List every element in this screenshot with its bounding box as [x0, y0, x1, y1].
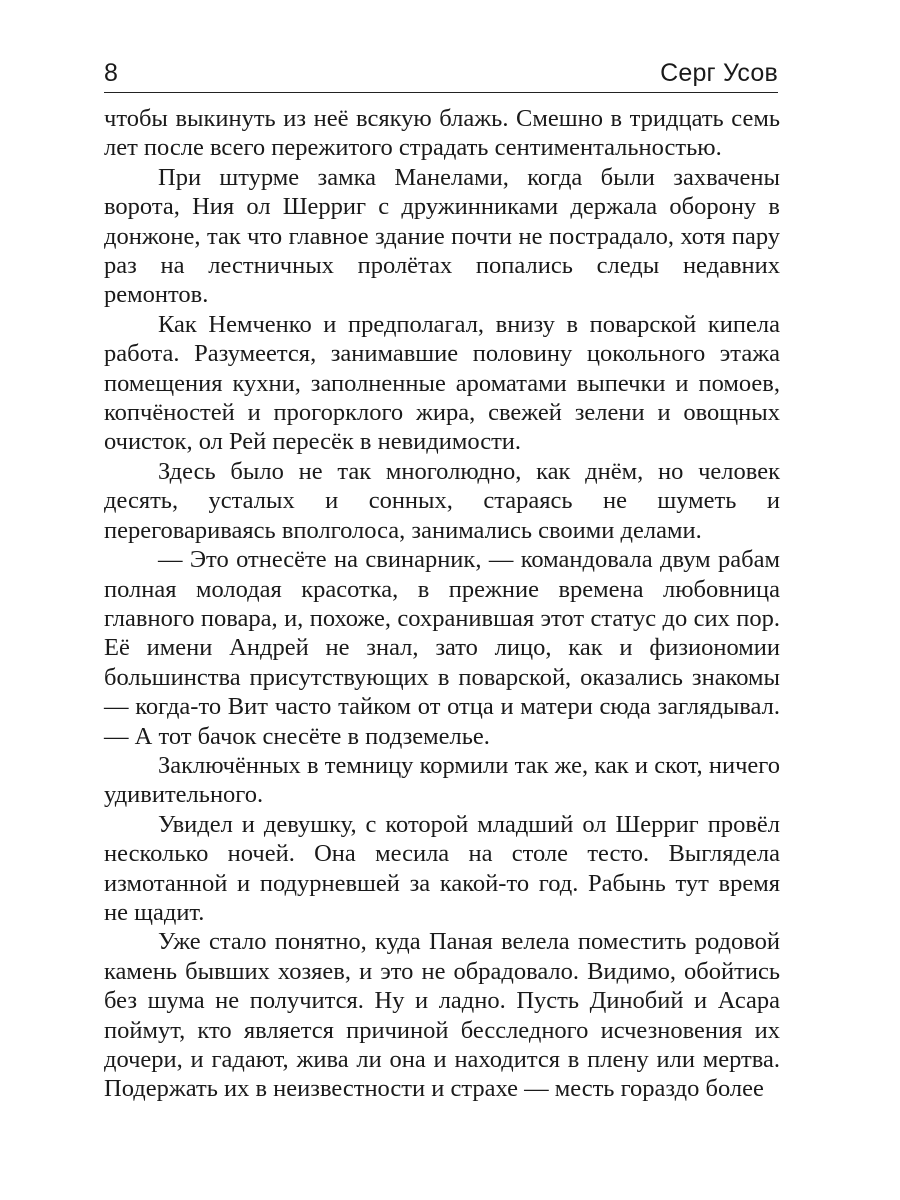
paragraph: Здесь было не так многолюдно, как днём, но человек десять, усталых и сонных, стараясь не шуметь и переговариваясь вполголоса, занимались своими делами. [104, 457, 780, 544]
paragraph: При штурме замка Манелами, когда были захвачены ворота, Ния ол Шерриг с дружинниками держала оборону в донжоне, так что главное здание почти не пострадало, хотя пару раз на лестничных пролётах попались следы недавних ремонтов. [104, 163, 780, 309]
paragraph: чтобы выкинуть из неё всякую блажь. Смешно в тридцать семь лет после всего пережитого страдать сентиментальностью. [104, 105, 780, 162]
paragraph: Как Немченко и предполагал, внизу в поварской кипела работа. Разумеется, занимавшие половину цокольного этажа помещения кухни, заполненные ароматами выпечки и помоев, копчёностей и прогорклого жира, свежей зелени и овощных очисток, ол Рей пересёк в невидимости. [104, 310, 780, 456]
paragraph: Уже стало понятно, куда Паная велела поместить родовой камень бывших хозяев, и это не обрадовало. Видимо, обойтись без шума не получится. Ну и ладно. Пусть Динобий и Асара поймут, кто является причиной бесследного исчезновения их дочери, и гадают, жива ли она и находится в плену или мертва. Подержать их в неизвестности и страхе — месть гораздо более [104, 928, 780, 1103]
page-number: 8 [104, 59, 118, 87]
paragraph: — Это отнесёте на свинарник, — командовала двум рабам полная молодая красотка, в прежние времена любовница главного повара, и, похоже, сохранившая этот статус до сих пор. Её имени Андрей не знал, зато лицо, как и физиономии большинства присутствующих в поварской, оказались знакомы — когда-то Вит часто тайком от отца и матери сюда заглядывал. — А тот бачок снесёте в подземелье. [104, 546, 780, 750]
body-text [104, 104, 780, 1104]
page-header [104, 58, 778, 93]
paragraph: Увидел и девушку, с которой младший ол Шерриг провёл несколько ночей. Она месила на столе тесто. Выглядела измотанной и подурневшей за какой-то год. Рабынь тут время не щадит. [104, 810, 780, 926]
running-head-author: Серг Усов [660, 59, 778, 87]
paragraph: Заключённых в темницу кормили так же, как и скот, ничего удивительного. [104, 751, 780, 809]
